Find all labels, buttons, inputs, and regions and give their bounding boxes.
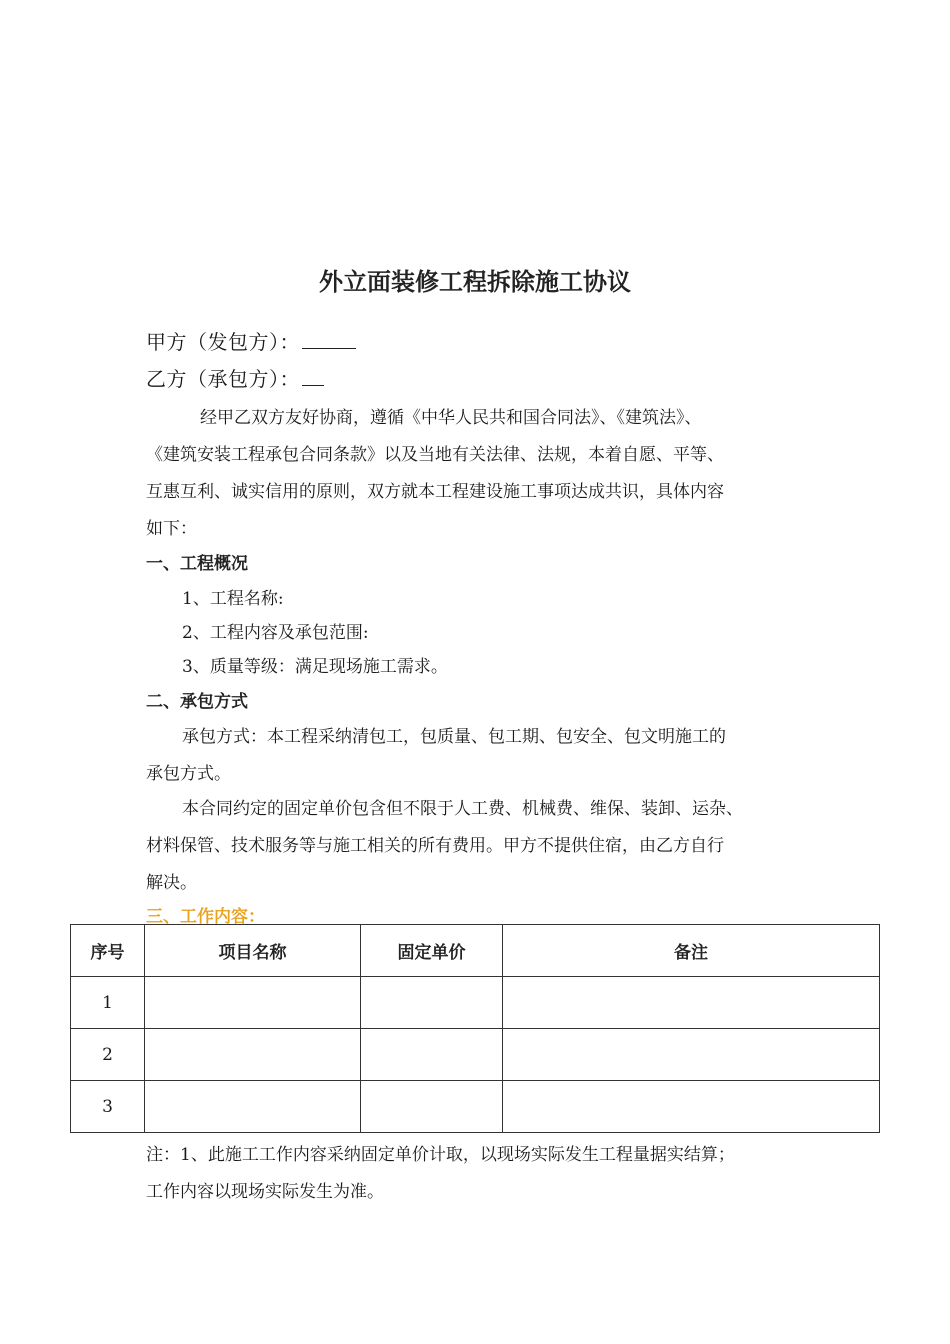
party-a-line [146,326,356,355]
header-unit-price: 固定单价 [361,925,503,977]
note-line-1: 注：1、此施工工作内容采纳固定单价计取，以现场实际发生工程量据实结算； [146,1145,735,1165]
row-item-name-cell [145,1029,361,1081]
section-1-heading: 一、工程概况 [146,554,248,574]
section-2-heading: 二、承包方式 [146,692,248,712]
row-item-name-cell [145,977,361,1029]
note-line-2: 工作内容以现场实际发生为准。 [146,1182,384,1202]
party-b-line [146,363,324,392]
header-item-name: 项目名称 [145,925,361,977]
table-header-row [71,925,880,977]
section-2-p2-line-1: 本合同约定的固定单价包含但不限于人工费、机械费、维保、装卸、运杂、 [182,799,743,819]
section-1-item-2: 2、工程内容及承包范围: [182,623,369,643]
row-serial: 2 [71,1029,145,1081]
row-unit-price-cell [361,1029,503,1081]
header-remarks: 备注 [503,925,880,977]
intro-line-2: 《建筑安装工程承包合同条款》以及当地有关法律、法规，本着自愿、平等、 [146,445,724,465]
row-serial: 1 [71,977,145,1029]
section-2-p1-line-2: 承包方式。 [146,764,231,784]
row-remarks-cell [503,1029,880,1081]
party-a-label: 甲方（发包方）： [146,330,300,354]
row-unit-price-cell [361,977,503,1029]
intro-line-3: 互惠互利、诚实信用的原则，双方就本工程建设施工事项达成共识，具体内容 [146,482,724,502]
section-1-item-3: 3、质量等级：满足现场施工需求。 [182,657,448,677]
party-b-label: 乙方（承包方）： [146,367,300,391]
document-title: 外立面装修工程拆除施工协议 [319,268,631,296]
row-unit-price-cell [361,1081,503,1133]
section-3-heading: 三、工作内容： [146,907,265,927]
intro-line-4: 如下： [146,519,197,539]
row-item-name-cell [145,1081,361,1133]
header-serial: 序号 [71,925,145,977]
party-b-blank [302,367,324,386]
section-2-p1-line-1: 承包方式：本工程采纳清包工，包质量、包工期、包安全、包文明施工的 [182,727,726,747]
party-a-blank [302,330,356,349]
section-2-p2-line-3: 解决。 [146,873,197,893]
table-row [71,977,880,1029]
table-row [71,1081,880,1133]
row-remarks-cell [503,1081,880,1133]
intro-line-1: 经甲乙双方友好协商，遵循《中华人民共和国合同法》、《建筑法》、 [200,408,702,428]
row-remarks-cell [503,977,880,1029]
table-row [71,1029,880,1081]
work-content-table [70,924,880,1133]
section-1-item-1: 1、工程名称: [182,589,284,609]
row-serial: 3 [71,1081,145,1133]
section-2-p2-line-2: 材料保管、技术服务等与施工相关的所有费用。甲方不提供住宿，由乙方自行 [146,836,724,856]
